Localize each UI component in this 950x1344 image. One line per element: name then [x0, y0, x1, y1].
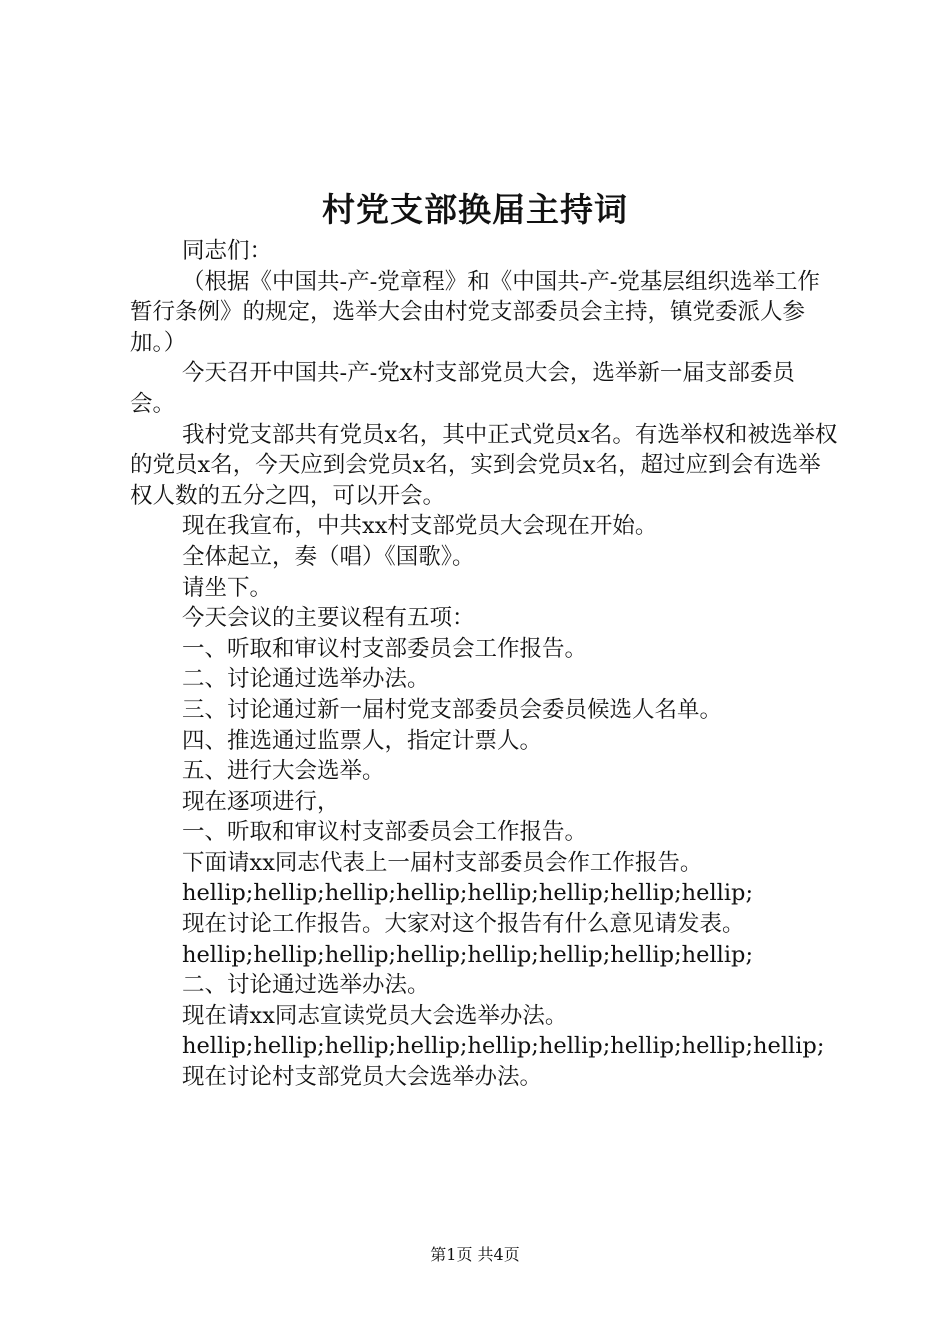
- page-footer: 第1页 共4页: [430, 1245, 520, 1264]
- paragraph: 我村党支部共有党员x名，其中正式党员x名。有选举权和被选举权的党员x名，今天应到会党员x名，实到会党员x名，超过应到会有选举权人数的五分之四，可以开会。: [130, 421, 838, 509]
- paragraph: hellip;hellip;hellip;hellip;hellip;hellip;hellip;hellip;: [182, 941, 754, 968]
- paragraph: 现在逐项进行，: [182, 788, 340, 815]
- agenda-item: 五、进行大会选举。: [182, 758, 385, 785]
- document-body: [130, 236, 838, 1093]
- agenda-item: 一、听取和审议村支部委员会工作报告。: [182, 635, 588, 662]
- paragraph: 一、听取和审议村支部委员会工作报告。: [182, 819, 588, 846]
- paragraph: hellip;hellip;hellip;hellip;hellip;hellip;hellip;hellip;hellip;: [182, 1033, 825, 1060]
- paragraph: 请坐下。: [182, 574, 273, 601]
- paragraph: （根据《中国共-产-党章程》和《中国共-产-党基层组织选举工作暂行条例》的规定，选举大会由村党支部委员会主持，镇党委派人参加。）: [130, 268, 820, 356]
- document-title: 村党支部换届主持词: [322, 190, 628, 229]
- paragraph: 今天会议的主要议程有五项：: [182, 605, 475, 632]
- paragraph: 全体起立，奏（唱）《国歌》。: [182, 543, 475, 570]
- paragraph: 现在我宣布，中共xx村支部党员大会现在开始。: [182, 513, 658, 540]
- paragraph: 现在讨论村支部党员大会选举办法。: [182, 1064, 543, 1091]
- paragraph: 现在请xx同志宣读党员大会选举办法。: [182, 1002, 568, 1029]
- agenda-item: 三、讨论通过新一届村党支部委员会委员候选人名单。: [182, 696, 723, 723]
- agenda-item: 二、讨论通过选举办法。: [182, 666, 430, 693]
- paragraph: 二、讨论通过选举办法。: [182, 972, 430, 999]
- paragraph: 今天召开中国共-产-党x村支部党员大会，选举新一届支部委员会。: [130, 360, 795, 417]
- paragraph: 同志们：: [182, 238, 273, 264]
- paragraph: 现在讨论工作报告。大家对这个报告有什么意见请发表。: [182, 911, 745, 938]
- agenda-item: 四、推选通过监票人，指定计票人。: [182, 727, 543, 754]
- paragraph: 下面请xx同志代表上一届村支部委员会作工作报告。: [182, 849, 703, 876]
- paragraph: hellip;hellip;hellip;hellip;hellip;hellip;hellip;hellip;: [182, 880, 754, 907]
